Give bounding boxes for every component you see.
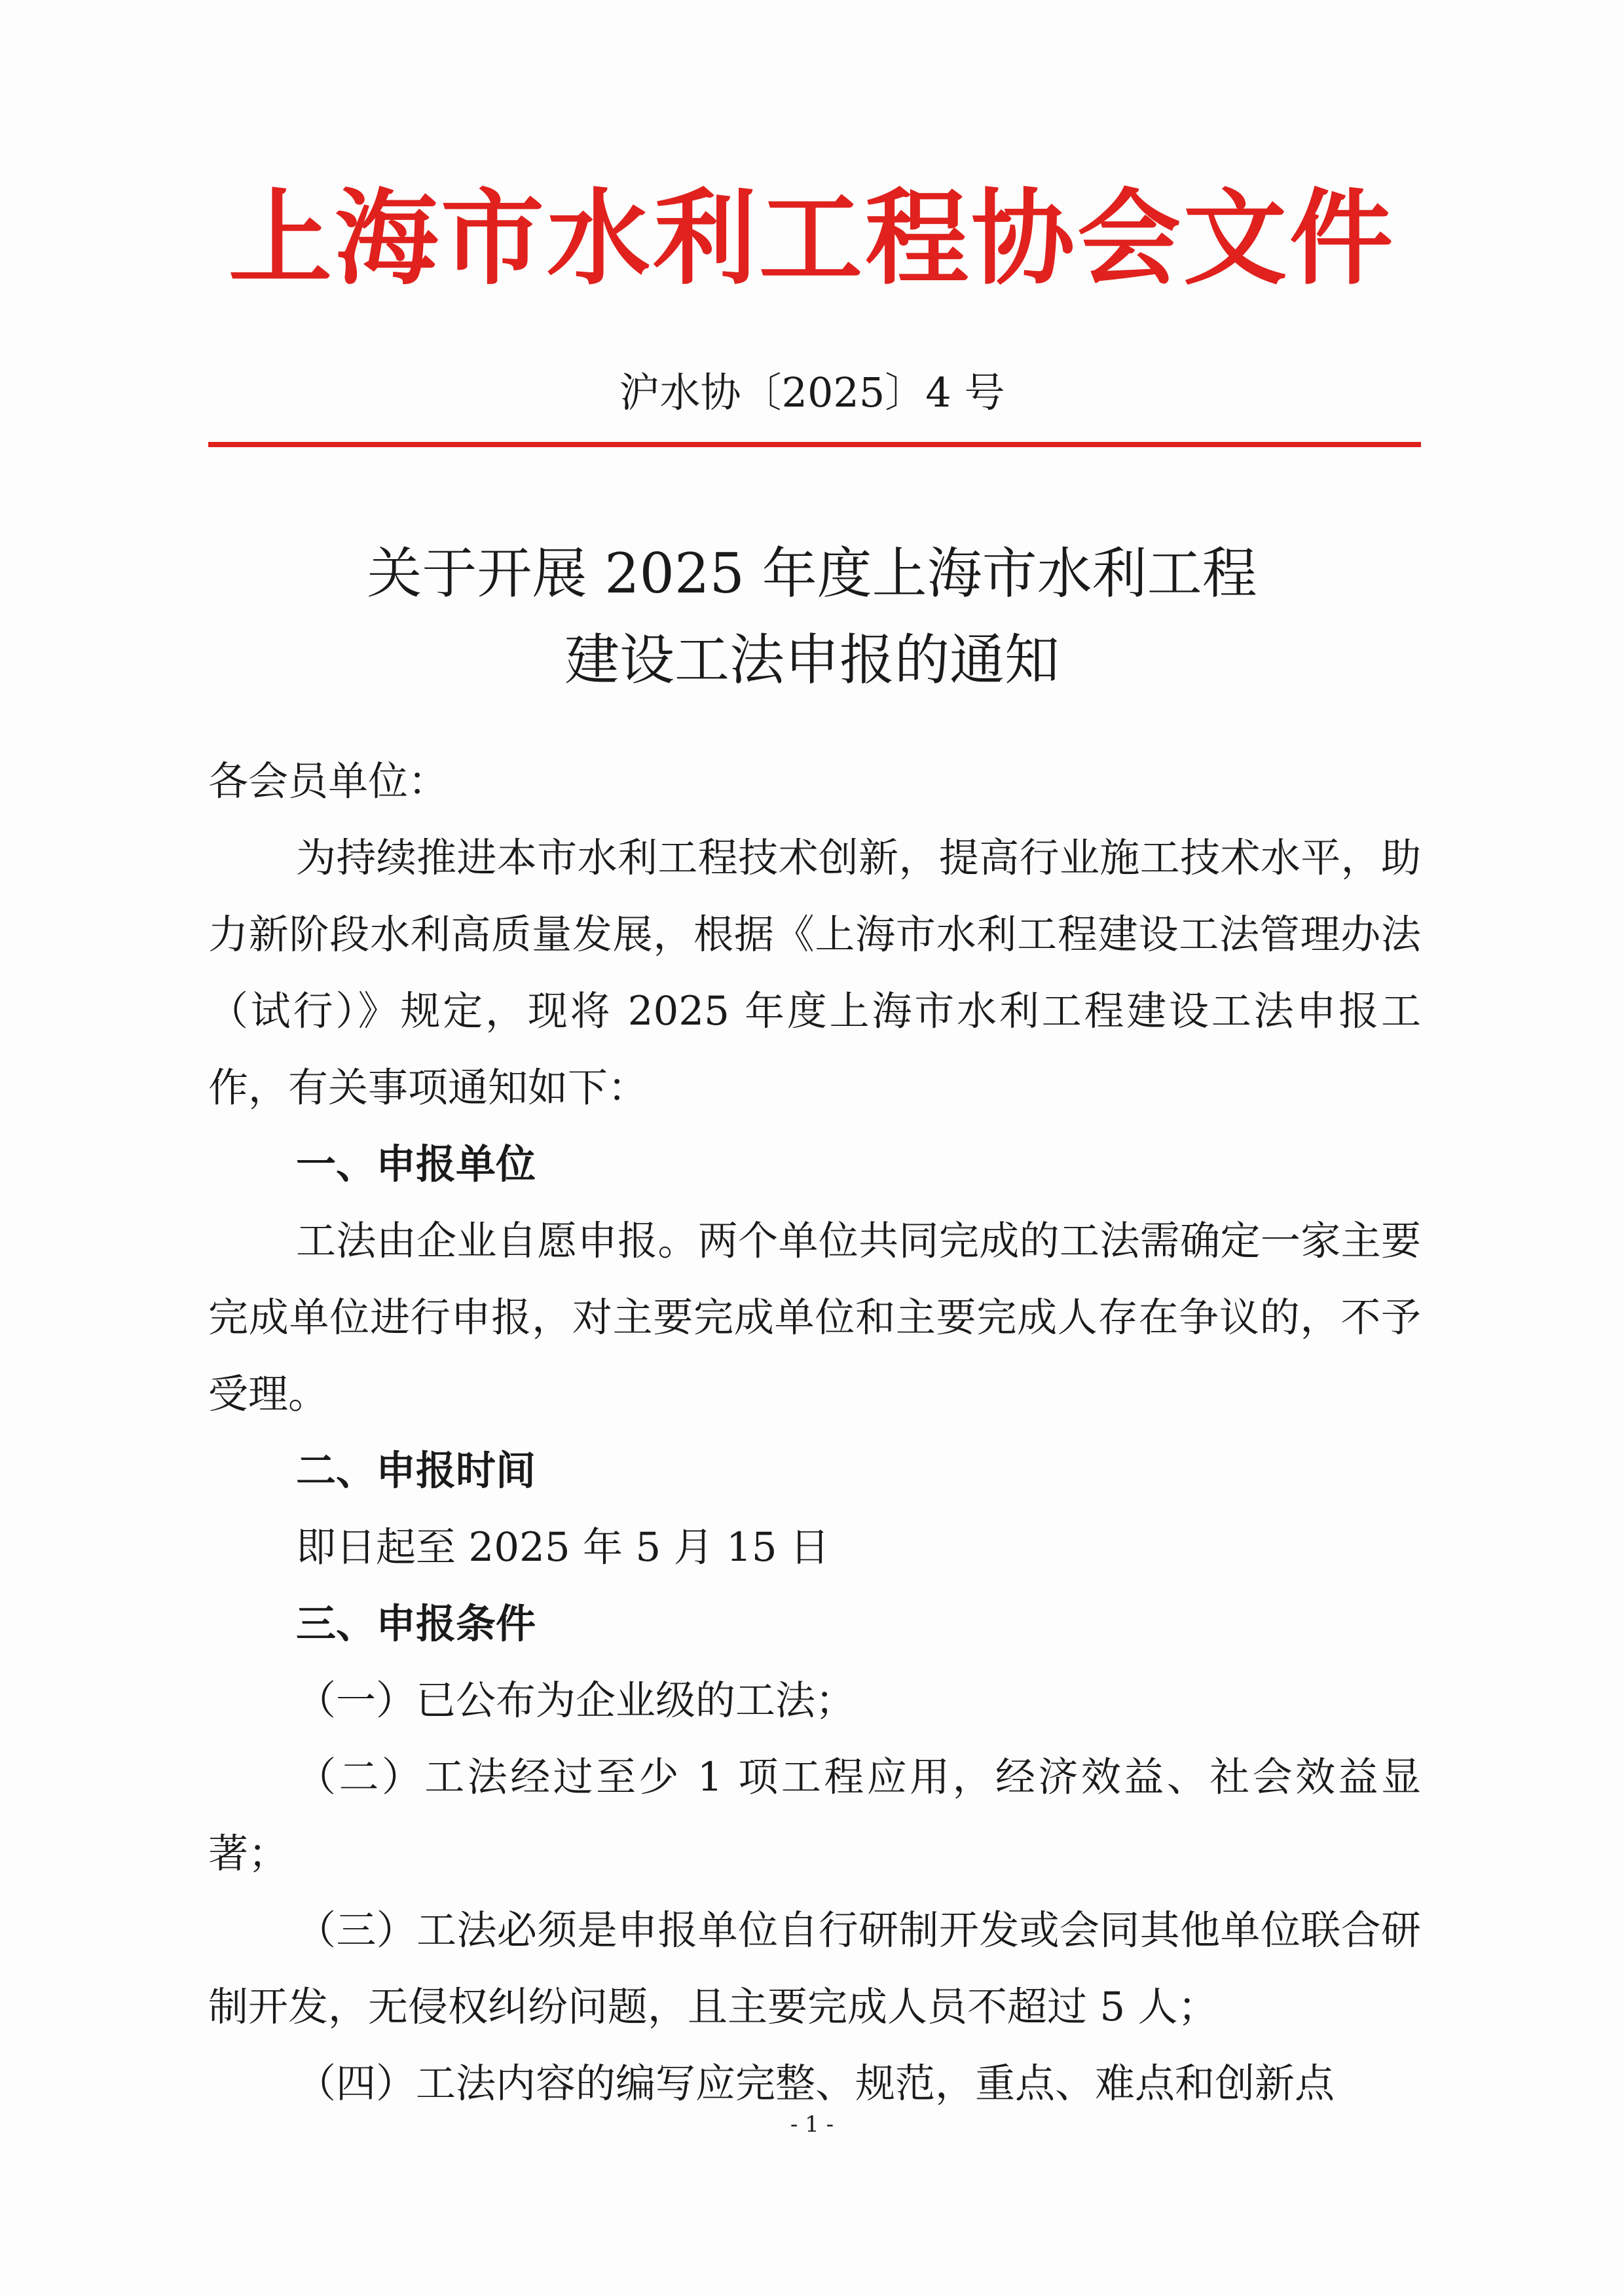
section-text-time: 即日起至 2025 年 5 月 15 日	[296, 1524, 830, 1571]
red-divider-line	[208, 442, 1421, 447]
condition-item-2: （二）工法经过至少 1 项工程应用，经济效益、社会效益显著；	[208, 1754, 1421, 1877]
notice-body	[208, 743, 1421, 2122]
section-text-applicant: 工法由企业自愿申报。两个单位共同完成的工法需确定一家主要完成单位进行申报，对主要完成单位和主要完成人存在争议的，不予受理。	[208, 1218, 1421, 1417]
notice-title-line-2: 建设工法申报的通知	[564, 628, 1060, 692]
intro-paragraph: 为持续推进本市水利工程技术创新，提高行业施工技术水平，助力新阶段水利高质量发展，根据《上海市水利工程建设工法管理办法（试行）》规定，现将 2025 年度上海市水利工程建设工法申报工作，有关事项通知如下：	[208, 835, 1421, 1111]
section-heading-conditions: 三、申报条件	[296, 1601, 536, 1647]
page-number: - 1 -	[790, 2111, 834, 2138]
notice-title-line-1: 关于开展 2025 年度上海市水利工程	[367, 541, 1257, 606]
document-number: 沪水协〔2025〕4 号	[619, 369, 1005, 416]
notice-title	[196, 530, 1428, 703]
condition-item-3: （三）工法必须是申报单位自行研制开发或会同其他单位联合研制开发，无侵权纠纷问题，且主要完成人员不超过 5 人；	[208, 1907, 1421, 2030]
condition-item-4: （四）工法内容的编写应完整、规范，重点、难点和创新点	[296, 2060, 1335, 2107]
salutation: 各会员单位：	[208, 758, 449, 805]
org-header-title: 上海市水利工程协会文件	[229, 179, 1395, 299]
condition-item-1: （一）已公布为企业级的工法；	[296, 1677, 856, 1724]
section-heading-applicant: 一、申报单位	[296, 1141, 536, 1188]
section-heading-time: 二、申报时间	[296, 1448, 536, 1494]
